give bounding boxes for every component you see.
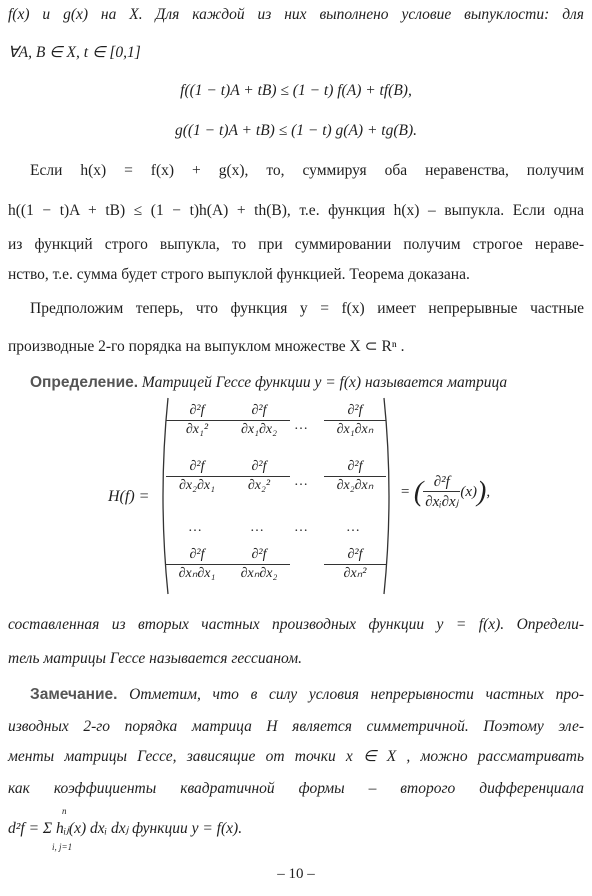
matrix-cell: $\frac{\text{∂²f}}{\text{∂xₙ∂x₂}}$ [228,546,290,582]
matrix-cell: $\frac{\text{∂²f}}{\text{∂x₂²}}$ [228,458,290,494]
text-line: нство, т.е. сумма будет строго выпуклой функцией. Теорема доказана. [8,266,470,283]
ellipsis: … [250,520,264,535]
matrix-cell: $\frac{\text{∂²f}}{\text{∂xₙ∂x₁}}$ [166,546,228,582]
text-line: из функций строго выпукла, то при суммировании получим строгое нераве- [8,236,584,253]
remark-line: Замечание. Отметим, что в силу условия непрерывности частных про- [30,686,584,703]
text-line: Предположим теперь, что функция y = f(x) имеет непрерывные частные [30,300,584,317]
matrix-rhs: = ( $\frac{\text{∂²f}}{\text{∂xᵢ∂xⱼ}}$ (x)), [400,474,491,510]
ellipsis: … [346,520,360,535]
definition-line [30,372,584,394]
equation-f: f((1 − t)A + tB) ≤ (1 − t) f(A) + tf(B), [180,82,412,99]
definition-label: Определение. [30,374,139,391]
text-line: Если h(x) = f(x) + g(x), то, суммируя оба неравенства, получим [30,162,584,179]
remark-label: Замечание. [30,686,118,703]
matrix-lhs: H(f) = [108,488,150,505]
sum-upper-limit: n [62,806,67,816]
matrix-cell: $\frac{\text{∂²f}}{\text{∂x₂∂xₙ}}$ [324,458,386,494]
formula-line: d²f = Σ hᵢⱼ(x) dxᵢ dxⱼ функции y = f(x). [8,820,243,837]
text-line: как коэффициенты квадратичной формы – второго дифференциала [8,780,584,797]
matrix-cell: $\frac{\text{∂²f}}{\text{∂x₂∂x₁}}$ [166,458,228,494]
matrix-cell: $\frac{\text{∂²f}}{\text{∂x₁∂xₙ}}$ [324,402,386,438]
text-line: h((1 − t)A + tB) ≤ (1 − t)h(A) + th(B), т.е. функция h(x) – выпукла. Если одна [8,202,584,219]
equation-g: g((1 − t)A + tB) ≤ (1 − t) g(A) + tg(B). [174,122,418,139]
hessian-matrix [8,396,584,606]
ellipsis: … [294,474,308,489]
text-line: f(x) и g(x) на X. Для каждой из них выполнено условие выпуклости: для [8,6,584,23]
matrix-cell: $\frac{\text{∂²f}}{\text{∂xₙ²}}$ [324,546,386,582]
text-line: изводных 2-го порядка матрица H является симметричной. Поэтому эле- [8,718,584,735]
sum-lower-limit: i, j=1 [52,842,73,852]
text-line: тель матрицы Гессе называется гессианом. [8,650,302,667]
matrix-cell: $\frac{\text{∂²f}}{\text{∂x₁∂x₂}}$ [228,402,290,438]
ellipsis: … [188,520,202,535]
page-number: – 10 – [277,866,315,882]
text-line: составленная из вторых частных производных функции y = f(x). Определи- [8,616,584,633]
matrix-cell: $\frac{\text{∂²f}}{\text{∂x₁²}}$ [166,402,228,438]
ellipsis: … [294,520,308,535]
text-line: менты матрицы Гессе, зависящие от точки x ∈ X , можно рассматривать [8,748,584,765]
text-line: ∀A, B ∈ X, t ∈ [0,1] [8,44,141,61]
definition-text: Матрицей Гессе функции y = f(x) называется матрица [138,374,508,391]
text-line: производные 2-го порядка на выпуклом множестве X ⊂ Rⁿ . [8,338,405,355]
ellipsis: … [294,418,308,433]
